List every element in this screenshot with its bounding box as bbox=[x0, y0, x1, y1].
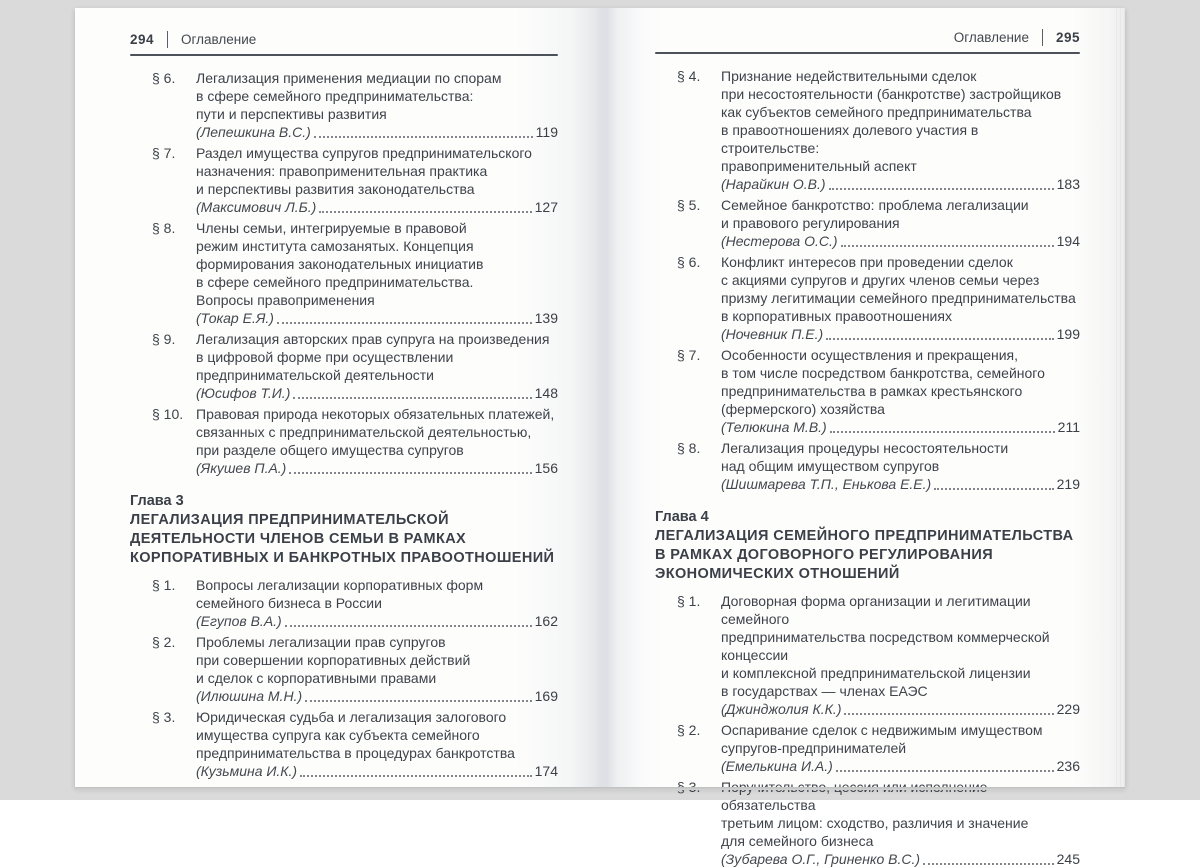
entry-authors: (Нарайкин О.В.) bbox=[721, 176, 826, 192]
entry-author-line bbox=[196, 123, 558, 141]
chapter-title: ДЕЯТЕЛЬНОСТИ ЧЛЕНОВ СЕМЬИ В РАМКАХ bbox=[130, 531, 467, 547]
entry-body bbox=[721, 67, 1080, 193]
page-header-left bbox=[130, 28, 558, 50]
dotted-leader bbox=[300, 775, 532, 777]
toc-entry bbox=[130, 633, 558, 705]
entry-page-number: 199 bbox=[1056, 326, 1080, 342]
entry-title-line: Договорная форма организации и легитимации семейного bbox=[721, 593, 1031, 627]
entry-body bbox=[196, 576, 558, 630]
page-number-right: 295 bbox=[1055, 29, 1080, 45]
entry-body bbox=[721, 592, 1080, 718]
entry-body bbox=[196, 144, 558, 216]
entry-page-number: 183 bbox=[1056, 176, 1080, 192]
entry-number: § 7. bbox=[152, 145, 176, 161]
entry-number: § 6. bbox=[152, 70, 176, 86]
entry-page-number: 211 bbox=[1057, 419, 1080, 435]
entry-body bbox=[721, 196, 1080, 250]
entry-author-line bbox=[721, 700, 1080, 718]
entry-page-number: 127 bbox=[534, 199, 558, 215]
chapter-title: ЭКОНОМИЧЕСКИХ ОТНОШЕНИЙ bbox=[655, 566, 900, 582]
entry-author-line bbox=[721, 850, 1080, 868]
dotted-leader bbox=[923, 863, 1054, 865]
entry-number: § 6. bbox=[677, 254, 701, 270]
entry-title-line: Признание недействительными сделок bbox=[721, 68, 977, 84]
entry-author-line bbox=[196, 198, 558, 216]
entry-number bbox=[677, 778, 721, 868]
toc-list-right bbox=[655, 67, 1080, 868]
toc-entry bbox=[655, 778, 1080, 868]
entry-author-line bbox=[196, 459, 558, 477]
entry-title-line: назначения: правоприменительная практика bbox=[196, 163, 488, 179]
entry-title-line: в корпоративных правоотношениях bbox=[721, 308, 952, 324]
entry-title-line: имущества супруга как субъекта семейного bbox=[196, 727, 480, 743]
entry-body bbox=[721, 346, 1080, 436]
entry-title-line: Раздел имущества супругов предпринимательского bbox=[196, 145, 532, 161]
toc-entry bbox=[130, 330, 558, 402]
entry-number: § 2. bbox=[152, 634, 176, 650]
toc-entry bbox=[130, 405, 558, 477]
dotted-leader bbox=[277, 322, 532, 324]
entry-title-line: как субъектов семейного предпринимательства bbox=[721, 104, 1032, 120]
toc-entry bbox=[655, 721, 1080, 775]
entry-title-line: Семейное банкротство: проблема легализации bbox=[721, 197, 1029, 213]
entry-title-line: режим института самозанятых. Концепция bbox=[196, 238, 474, 254]
entry-number: § 10. bbox=[152, 406, 184, 422]
toc-entry bbox=[655, 346, 1080, 436]
page-header-right bbox=[655, 26, 1080, 48]
header-rule-left bbox=[130, 54, 558, 56]
toc-list-left bbox=[130, 69, 558, 780]
dotted-leader bbox=[830, 431, 1055, 433]
entry-title-line: и комплексной предпринимательской лицензии bbox=[721, 665, 1031, 681]
toc-entry bbox=[655, 439, 1080, 493]
entry-title-line: над общим имуществом супругов bbox=[721, 458, 940, 474]
entry-page-number: 194 bbox=[1056, 233, 1080, 249]
entry-author-line bbox=[196, 762, 558, 780]
chapter-title: В РАМКАХ ДОГОВОРНОГО РЕГУЛИРОВАНИЯ bbox=[655, 547, 994, 563]
entry-authors: (Егупов В.А.) bbox=[196, 613, 282, 629]
entry-authors: (Шишмарева Т.П., Енькова Е.Е.) bbox=[721, 476, 932, 492]
entry-author-line bbox=[196, 309, 558, 327]
dotted-leader bbox=[305, 700, 532, 702]
entry-page-number: 245 bbox=[1056, 851, 1080, 867]
entry-title-line: и правового регулирования bbox=[721, 215, 900, 231]
entry-author-line bbox=[721, 325, 1080, 343]
entry-title-line: Члены семьи, интегрируемые в правовой bbox=[196, 220, 467, 236]
page-stack-edge bbox=[1113, 8, 1125, 787]
entry-title-line: предпринимательства посредством коммерческой концессии bbox=[721, 629, 1050, 663]
entry-body bbox=[196, 219, 558, 327]
entry-body bbox=[196, 633, 558, 705]
book-bottom-edge bbox=[75, 787, 1125, 790]
entry-page-number: 229 bbox=[1056, 701, 1080, 717]
chapter-label: Глава 4 bbox=[655, 509, 709, 525]
toc-entry bbox=[130, 708, 558, 780]
dotted-leader bbox=[826, 338, 1053, 340]
dotted-leader bbox=[285, 625, 532, 627]
entry-title-line: для семейного бизнеса bbox=[721, 833, 874, 849]
entry-authors: (Ночевник П.Е.) bbox=[721, 326, 824, 342]
dotted-leader bbox=[829, 188, 1054, 190]
entry-title-line: Юридическая судьба и легализация залогового bbox=[196, 709, 507, 725]
dotted-leader bbox=[319, 211, 531, 213]
entry-page-number: 162 bbox=[534, 613, 558, 629]
entry-title-line: Оспаривание сделок с недвижимым имуществом bbox=[721, 722, 1043, 738]
entry-title-line: в том числе посредством банкротства, семейного bbox=[721, 365, 1045, 381]
dotted-leader bbox=[934, 488, 1053, 490]
entry-title-line: Особенности осуществления и прекращения, bbox=[721, 347, 1019, 363]
entry-authors: (Джинджолия К.К.) bbox=[721, 701, 842, 717]
chapter-label: Глава 3 bbox=[130, 493, 184, 509]
entry-title-line: предпринимательской деятельности bbox=[196, 367, 434, 383]
entry-author-line bbox=[721, 232, 1080, 250]
entry-authors: (Юсифов Т.И.) bbox=[196, 385, 291, 401]
chapter-title: ЛЕГАЛИЗАЦИЯ СЕМЕЙНОГО ПРЕДПРИНИМАТЕЛЬСТВА bbox=[655, 528, 1074, 544]
chapter-heading bbox=[655, 508, 1080, 584]
header-divider bbox=[167, 31, 168, 48]
entry-page-number: 139 bbox=[534, 310, 558, 326]
entry-page-number: 169 bbox=[534, 688, 558, 704]
entry-page-number: 236 bbox=[1056, 758, 1080, 774]
entry-title-line: Легализация применения медиации по спорам bbox=[196, 70, 502, 86]
entry-authors: (Емелькина И.А.) bbox=[721, 758, 833, 774]
dotted-leader bbox=[841, 245, 1054, 247]
entry-title-line: в правоотношениях долевого участия в строительстве: bbox=[721, 122, 979, 156]
entry-title-line: в сфере семейного предпринимательства: bbox=[196, 88, 474, 104]
entry-authors: (Лепешкина В.С.) bbox=[196, 124, 311, 140]
entry-authors: (Токар Е.Я.) bbox=[196, 310, 274, 326]
entry-title-line: (фермерского) хозяйства bbox=[721, 401, 885, 417]
page-left bbox=[75, 8, 600, 787]
toc-entry bbox=[130, 219, 558, 327]
entry-title-line: и перспективы развития законодательства bbox=[196, 181, 475, 197]
entry-title-line: Конфликт интересов при проведении сделок bbox=[721, 254, 1013, 270]
entry-authors: (Максимович Л.Б.) bbox=[196, 199, 317, 215]
dotted-leader bbox=[836, 770, 1054, 772]
entry-title-line: связанных с предпринимательской деятельностью, bbox=[196, 424, 532, 440]
entry-number: § 5. bbox=[677, 197, 701, 213]
entry-authors: (Кузьмина И.К.) bbox=[196, 763, 298, 779]
header-rule-right bbox=[655, 52, 1080, 54]
entry-number: § 7. bbox=[677, 347, 701, 363]
header-divider bbox=[1042, 29, 1043, 46]
entry-author-line bbox=[196, 384, 558, 402]
entry-number: § 8. bbox=[677, 440, 701, 456]
entry-authors: (Якушев П.А.) bbox=[196, 460, 287, 476]
entry-title-line: призму легитимации семейного предпринимательства bbox=[721, 290, 1076, 306]
entry-body bbox=[196, 69, 558, 141]
dotted-leader bbox=[844, 713, 1053, 715]
toc-entry bbox=[655, 592, 1080, 718]
entry-body bbox=[721, 721, 1080, 775]
entry-body bbox=[721, 253, 1080, 343]
page-number-left: 294 bbox=[130, 31, 155, 47]
entry-title-line: в сфере семейного предпринимательства. bbox=[196, 274, 474, 290]
entry-number: § 2. bbox=[677, 722, 701, 738]
entry-authors: (Зубарева О.Г., Гриненко В.С.) bbox=[721, 851, 921, 867]
entry-body bbox=[721, 778, 1080, 868]
chapter-heading bbox=[130, 492, 558, 568]
entry-page-number: 156 bbox=[534, 460, 558, 476]
book-spread bbox=[75, 8, 1125, 867]
entry-page-number: 219 bbox=[1056, 476, 1080, 492]
entry-authors: (Нестерова О.С.) bbox=[721, 233, 838, 249]
entry-title-line: в цифровой форме при осуществлении bbox=[196, 349, 454, 365]
entry-title-line: при совершении корпоративных действий bbox=[196, 652, 471, 668]
dotted-leader bbox=[293, 397, 531, 399]
entry-title-line: и сделок с корпоративными правами bbox=[196, 670, 437, 686]
entry-body bbox=[196, 330, 558, 402]
entry-number: § 8. bbox=[152, 220, 176, 236]
entry-title-line: правоприменительный аспект bbox=[721, 158, 917, 174]
entry-authors: (Илюшина М.Н.) bbox=[196, 688, 303, 704]
toc-entry bbox=[655, 196, 1080, 250]
chapter-title: ЛЕГАЛИЗАЦИЯ ПРЕДПРИНИМАТЕЛЬСКОЙ bbox=[130, 512, 449, 528]
entry-number: § 3. bbox=[152, 709, 176, 725]
dotted-leader bbox=[289, 472, 531, 474]
entry-author-line bbox=[196, 687, 558, 705]
entry-title-line: Проблемы легализации прав супругов bbox=[196, 634, 446, 650]
entry-body bbox=[196, 405, 558, 477]
entry-title-line: предпринимательства в рамках крестьянского bbox=[721, 383, 1023, 399]
entry-title-line: третьим лицом: сходство, различия и значение bbox=[721, 815, 1029, 831]
toc-entry bbox=[130, 69, 558, 141]
entry-title-line: Вопросы легализации корпоративных форм bbox=[196, 577, 484, 593]
running-title-right: Оглавление bbox=[953, 29, 1029, 45]
entry-author-line bbox=[196, 612, 558, 630]
entry-page-number: 174 bbox=[534, 763, 558, 779]
entry-page-number: 119 bbox=[535, 124, 558, 140]
entry-title-line: формирования законодательных инициатив bbox=[196, 256, 484, 272]
entry-title-line: при несостоятельности (банкротстве) застройщиков bbox=[721, 86, 1062, 102]
entry-author-line bbox=[721, 418, 1080, 436]
entry-number: § 9. bbox=[152, 331, 176, 347]
entry-page-number: 148 bbox=[534, 385, 558, 401]
entry-title-line: Легализация процедуры несостоятельности bbox=[721, 440, 1009, 456]
entry-number: § 4. bbox=[677, 68, 701, 84]
entry-author-line bbox=[721, 757, 1080, 775]
entry-title-line: при разделе общего имущества супругов bbox=[196, 442, 464, 458]
entry-title-line: семейного бизнеса в России bbox=[196, 595, 382, 611]
entry-number: § 1. bbox=[677, 593, 701, 609]
toc-entry bbox=[655, 253, 1080, 343]
entry-title-line: предпринимательства в процедурах банкротства bbox=[196, 745, 515, 761]
entry-body bbox=[196, 708, 558, 780]
entry-title-line: обязательства bbox=[721, 797, 816, 813]
entry-title-line: Правовая природа некоторых обязательных платежей, bbox=[196, 406, 555, 422]
entry-author-line bbox=[721, 175, 1080, 193]
entry-title-line: пути и перспективы развития bbox=[196, 106, 387, 122]
entry-authors: (Телюкина М.В.) bbox=[721, 419, 827, 435]
entry-title-line: Легализация авторских прав супруга на произведения bbox=[196, 331, 550, 347]
chapter-title: КОРПОРАТИВНЫХ И БАНКРОТНЫХ ПРАВООТНОШЕНИЙ bbox=[130, 550, 555, 566]
dotted-leader bbox=[314, 136, 533, 138]
entry-title-line: Вопросы правоприменения bbox=[196, 292, 375, 308]
page-right bbox=[600, 8, 1125, 867]
entry-title-line: в государствах — членах ЕАЭС bbox=[721, 683, 928, 699]
entry-title-line: супругов-предпринимателей bbox=[721, 740, 907, 756]
entry-body bbox=[721, 439, 1080, 493]
toc-entry bbox=[130, 144, 558, 216]
entry-number: § 1. bbox=[152, 577, 176, 593]
toc-entry bbox=[655, 67, 1080, 193]
entry-title-line: с акциями супругов и других членов семьи через bbox=[721, 272, 1040, 288]
entry-author-line bbox=[721, 475, 1080, 493]
toc-entry bbox=[130, 576, 558, 630]
running-title-left: Оглавление bbox=[181, 31, 257, 47]
